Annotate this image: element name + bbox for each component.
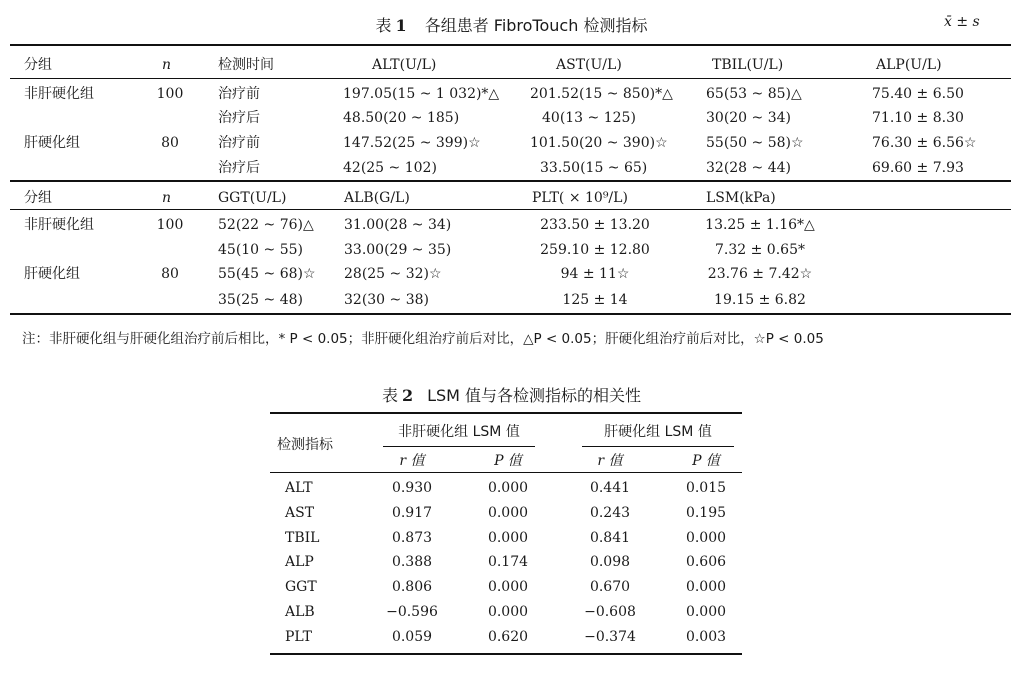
table1-header2-n: n: [162, 190, 172, 206]
table2-header-r2-label: r 值: [597, 453, 623, 469]
table1-cell-alt: 42(25 ~ 102): [343, 160, 437, 176]
table2-cell-indicator: ALT: [285, 480, 313, 496]
table2-cell-r2: 0.098: [589, 554, 631, 571]
table1-top-rule: [10, 44, 1011, 46]
table1-cell-lsm: 13.25 ± 1.16*△: [705, 217, 815, 233]
table2-header-indicator: 检测指标: [277, 437, 333, 453]
table1-cell-group: 肝硬化组: [24, 266, 80, 282]
table1-cell-ggt: 35(25 ~ 48): [218, 292, 303, 308]
table1-cell-n: 80: [161, 266, 179, 282]
table1-cell-group: 肝硬化组: [24, 135, 80, 151]
table2-cell-r1: 0.388: [391, 554, 433, 571]
table2-group1-underline: [383, 446, 535, 447]
table1-title-text: 各组患者 FibroTouch 检测指标: [424, 16, 648, 35]
table2-cell-r2: −0.374: [584, 628, 636, 645]
table2-cell-r1: 0.806: [391, 579, 433, 596]
table2-cell-indicator: AST: [285, 504, 315, 521]
table1-cell-alt: 147.52(25 ~ 399)☆: [343, 135, 481, 151]
table1-header2-group: 分组: [24, 190, 52, 206]
table1-cell-ggt: 45(10 ~ 55): [218, 242, 303, 258]
table2-cell-p1: 0.000: [487, 529, 529, 546]
table1-cell-ggt: 52(22 ~ 76)△: [218, 217, 314, 233]
table1-cell-plt: 94 ± 11☆: [560, 266, 630, 282]
table1-header2-lsm: LSM(kPa): [706, 190, 776, 206]
table2-header-rule: [270, 472, 742, 473]
table1-cell-plt: 259.10 ± 12.80: [540, 242, 650, 258]
table1-note: 注：非肝硬化组与肝硬化组治疗前后相比，* P < 0.05；非肝硬化组治疗前后对比，△P < 0.05；肝硬化组治疗前后对比，☆P < 0.05: [22, 331, 824, 347]
table1-cell-tbil: 65(53 ~ 85)△: [706, 86, 802, 102]
table2-title-text: LSM 值与各检测指标的相关性: [427, 386, 642, 405]
table1-stat-label: x̄ ± s: [944, 14, 980, 30]
table1-cell-ast: 201.52(15 ~ 850)*△: [530, 86, 673, 102]
table2-header-p2: [666, 452, 746, 470]
table2-cell-p2: 0.000: [685, 604, 727, 620]
table2-header-r1: [372, 452, 452, 470]
table1-cell-time: 治疗前: [218, 135, 260, 151]
table1-header-group: 分组: [24, 57, 52, 73]
table1-header2-plt: PLT( × 10⁹/L): [532, 190, 628, 206]
table1-cell-alb: 28(25 ~ 32)☆: [344, 266, 442, 282]
table2-cell-indicator: ALP: [285, 554, 314, 571]
table2-cell-r2: 0.243: [589, 504, 631, 521]
table2-header-p2-label: P 值: [692, 453, 720, 469]
table2-cell-p1: 0.174: [487, 554, 529, 571]
table2-header-group1: 非肝硬化组 LSM 值: [398, 424, 520, 440]
table2-cell-p1: 0.000: [487, 604, 529, 620]
table1-header-tbil: TBIL(U/L): [712, 57, 784, 73]
table1-cell-plt: 125 ± 14: [562, 292, 628, 308]
table2-cell-indicator: GGT: [285, 579, 317, 596]
table2-cell-p2: 0.015: [685, 480, 727, 496]
table2-cell-indicator: PLT: [285, 628, 312, 645]
table1-cell-lsm: 23.76 ± 7.42☆: [707, 266, 813, 282]
table1-cell-time: 治疗后: [218, 160, 260, 176]
table2-group2-underline: [582, 446, 734, 447]
table2-title-prefix: 表: [381, 386, 398, 405]
table2-cell-p2: 0.195: [685, 504, 727, 521]
table1-cell-group: 非肝硬化组: [24, 86, 94, 102]
table1-header2-alb: ALB(G/L): [344, 190, 410, 206]
table1-cell-alb: 32(30 ~ 38): [344, 292, 429, 308]
table2-cell-r2: −0.608: [584, 604, 636, 620]
table1-cell-ast: 33.50(15 ~ 65): [540, 160, 648, 176]
table2-cell-p2: 0.606: [685, 554, 727, 571]
table2-cell-r1: 0.059: [391, 628, 433, 645]
table1-cell-n: 100: [156, 86, 184, 102]
table2-cell-indicator: TBIL: [285, 529, 320, 546]
table1-title-prefix: 表: [375, 16, 392, 35]
table1-bottom-rule: [10, 313, 1011, 315]
table2-cell-r2: 0.670: [589, 579, 631, 596]
table2-cell-p1: 0.000: [487, 504, 529, 521]
table1-header-ast: AST(U/L): [556, 57, 622, 73]
table2-cell-p1: 0.000: [487, 579, 529, 596]
table2-cell-p2: 0.003: [685, 628, 727, 645]
table1-cell-tbil: 55(50 ~ 58)☆: [706, 135, 804, 151]
table1-header2-ggt: GGT(U/L): [218, 190, 287, 206]
table2-header-r2: [570, 452, 650, 470]
table1-cell-alb: 33.00(29 ~ 35): [344, 242, 452, 258]
table1-cell-plt: 233.50 ± 13.20: [540, 217, 650, 233]
table1-header-n: n: [162, 57, 172, 73]
table1-cell-n: 80: [161, 135, 179, 151]
table1-cell-alp: 76.30 ± 6.56☆: [872, 135, 977, 151]
table1-cell-time: 治疗后: [218, 110, 260, 126]
table2-cell-r2: 0.841: [589, 529, 631, 546]
table2-cell-p1: 0.620: [487, 628, 529, 645]
table1-cell-n: 100: [156, 217, 184, 233]
table1-cell-group: 非肝硬化组: [24, 217, 94, 233]
table1-title: [0, 13, 1023, 36]
table2-cell-p2: 0.000: [685, 579, 727, 596]
table2-cell-indicator: ALB: [285, 604, 315, 620]
table1-header-time: 检测时间: [218, 57, 274, 73]
table1-title-number: 1: [395, 16, 407, 35]
table1-cell-alt: 48.50(20 ~ 185): [343, 110, 460, 126]
table1-cell-ast: 40(13 ~ 125): [542, 110, 636, 126]
table1-header-alp: ALP(U/L): [876, 57, 942, 73]
table1-cell-lsm: 7.32 ± 0.65*: [715, 242, 805, 258]
table2-cell-r1: 0.917: [391, 504, 433, 521]
table1-cell-ast: 101.50(20 ~ 390)☆: [530, 135, 668, 151]
table2-header-r1-label: r 值: [399, 453, 425, 469]
table1-header2-rule: [10, 209, 1011, 210]
table2-cell-r1: −0.596: [386, 604, 438, 620]
table1-cell-alp: 71.10 ± 8.30: [872, 110, 964, 126]
table2-cell-r1: 0.873: [391, 529, 433, 546]
table2-title: [0, 383, 1023, 406]
table2-cell-p1: 0.000: [487, 480, 529, 496]
table2-bottom-rule: [270, 653, 742, 655]
table2-header-p1: [468, 452, 548, 470]
table1-cell-alb: 31.00(28 ~ 34): [344, 217, 452, 233]
table2-title-number: 2: [401, 386, 414, 405]
table2-top-rule: [270, 412, 742, 414]
table2-cell-r1: 0.930: [391, 480, 433, 496]
table1-header-rule: [10, 78, 1011, 79]
table1-cell-time: 治疗前: [218, 86, 260, 102]
table1-header-alt: ALT(U/L): [372, 57, 437, 73]
table1-cell-alp: 75.40 ± 6.50: [872, 86, 964, 102]
table1-cell-lsm: 19.15 ± 6.82: [714, 292, 806, 308]
table1-middle-rule: [10, 180, 1011, 182]
table2-cell-p2: 0.000: [685, 529, 727, 546]
table1-cell-ggt: 55(45 ~ 68)☆: [218, 266, 316, 282]
table2-header-p1-label: P 值: [494, 453, 522, 469]
table2-header-group2: 肝硬化组 LSM 值: [604, 424, 712, 440]
table2-cell-r2: 0.441: [589, 480, 631, 496]
table1-cell-tbil: 30(20 ~ 34): [706, 110, 791, 126]
table1-cell-alp: 69.60 ± 7.93: [872, 160, 964, 176]
table1-cell-alt: 197.05(15 ~ 1 032)*△: [343, 86, 500, 102]
table1-cell-tbil: 32(28 ~ 44): [706, 160, 791, 176]
